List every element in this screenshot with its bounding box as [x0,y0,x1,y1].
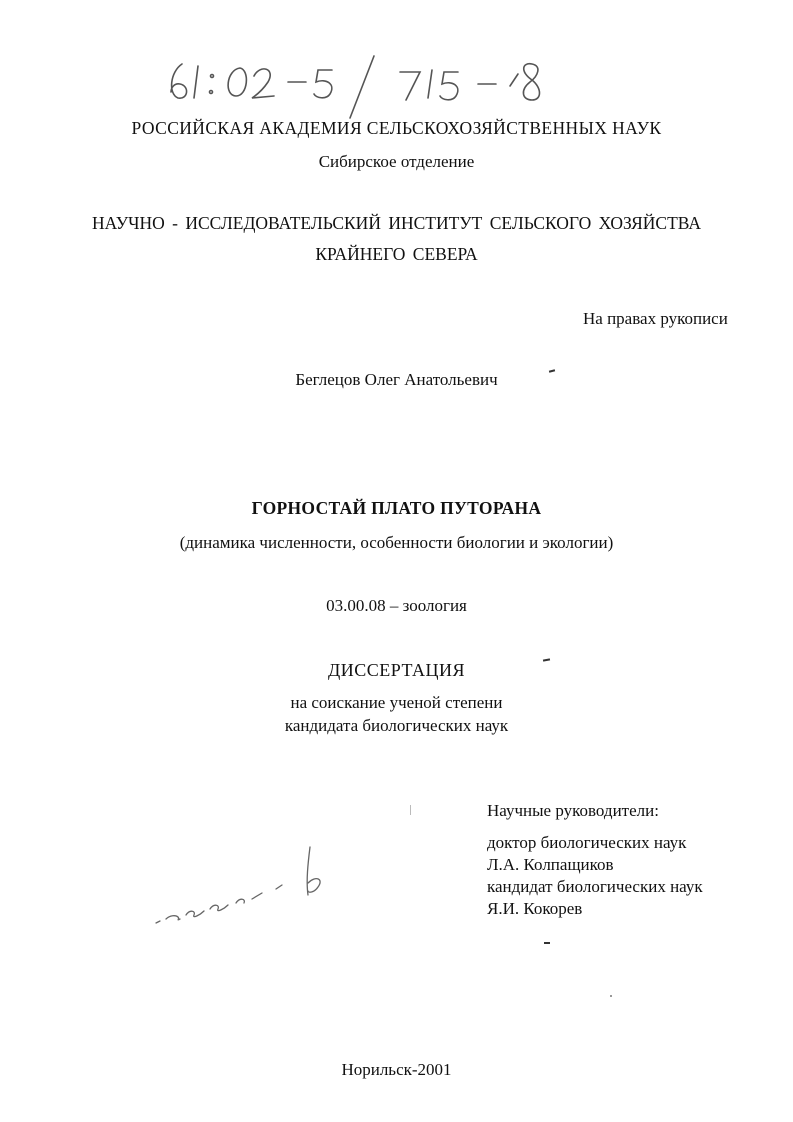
dissertation-title: ГОРНОСТАЙ ПЛАТО ПУТОРАНА [251,498,542,518]
degree-line-2: кандидата биологических наук [284,716,509,735]
work-type: ДИССЕРТАЦИЯ [327,660,466,680]
supervisor-degree: кандидат биологических наук [487,877,703,896]
ink-speck [410,805,411,815]
handwritten-signature [150,835,340,930]
institute-name-line2: КРАЙНЕГО СЕВЕРА [315,244,478,264]
handwritten-code [160,52,600,122]
supervisors-heading: Научные руководители: [487,801,659,820]
ink-speck [544,942,550,944]
place-and-year: Норильск-2001 [341,1060,452,1079]
institute-name-line1: НАУЧНО - ИССЛЕДОВАТЕЛЬСКИЙ ИНСТИТУТ СЕЛЬСКОГО ХОЗЯЙСТВА [92,213,701,233]
supervisor-name: Л.А. Колпащиков [487,855,614,874]
supervisor-degree: доктор биологических наук [487,833,687,852]
academy-name: РОССИЙСКАЯ АКАДЕМИЯ СЕЛЬСКОХОЗЯЙСТВЕННЫХ НАУК [131,118,662,138]
ink-speck [610,995,612,997]
degree-line-1: на соискание ученой степени [290,693,503,712]
manuscript-note: На правах рукописи [583,309,728,328]
dissertation-subtitle: (динамика численности, особенности биологии и экологии) [179,533,614,552]
supervisor-name: Я.И. Кокорев [487,899,583,918]
branch-name: Сибирское отделение [318,152,475,171]
author-name: Беглецов Олег Анатольевич [295,370,498,389]
specialty-code: 03.00.08 – зоология [326,596,467,615]
